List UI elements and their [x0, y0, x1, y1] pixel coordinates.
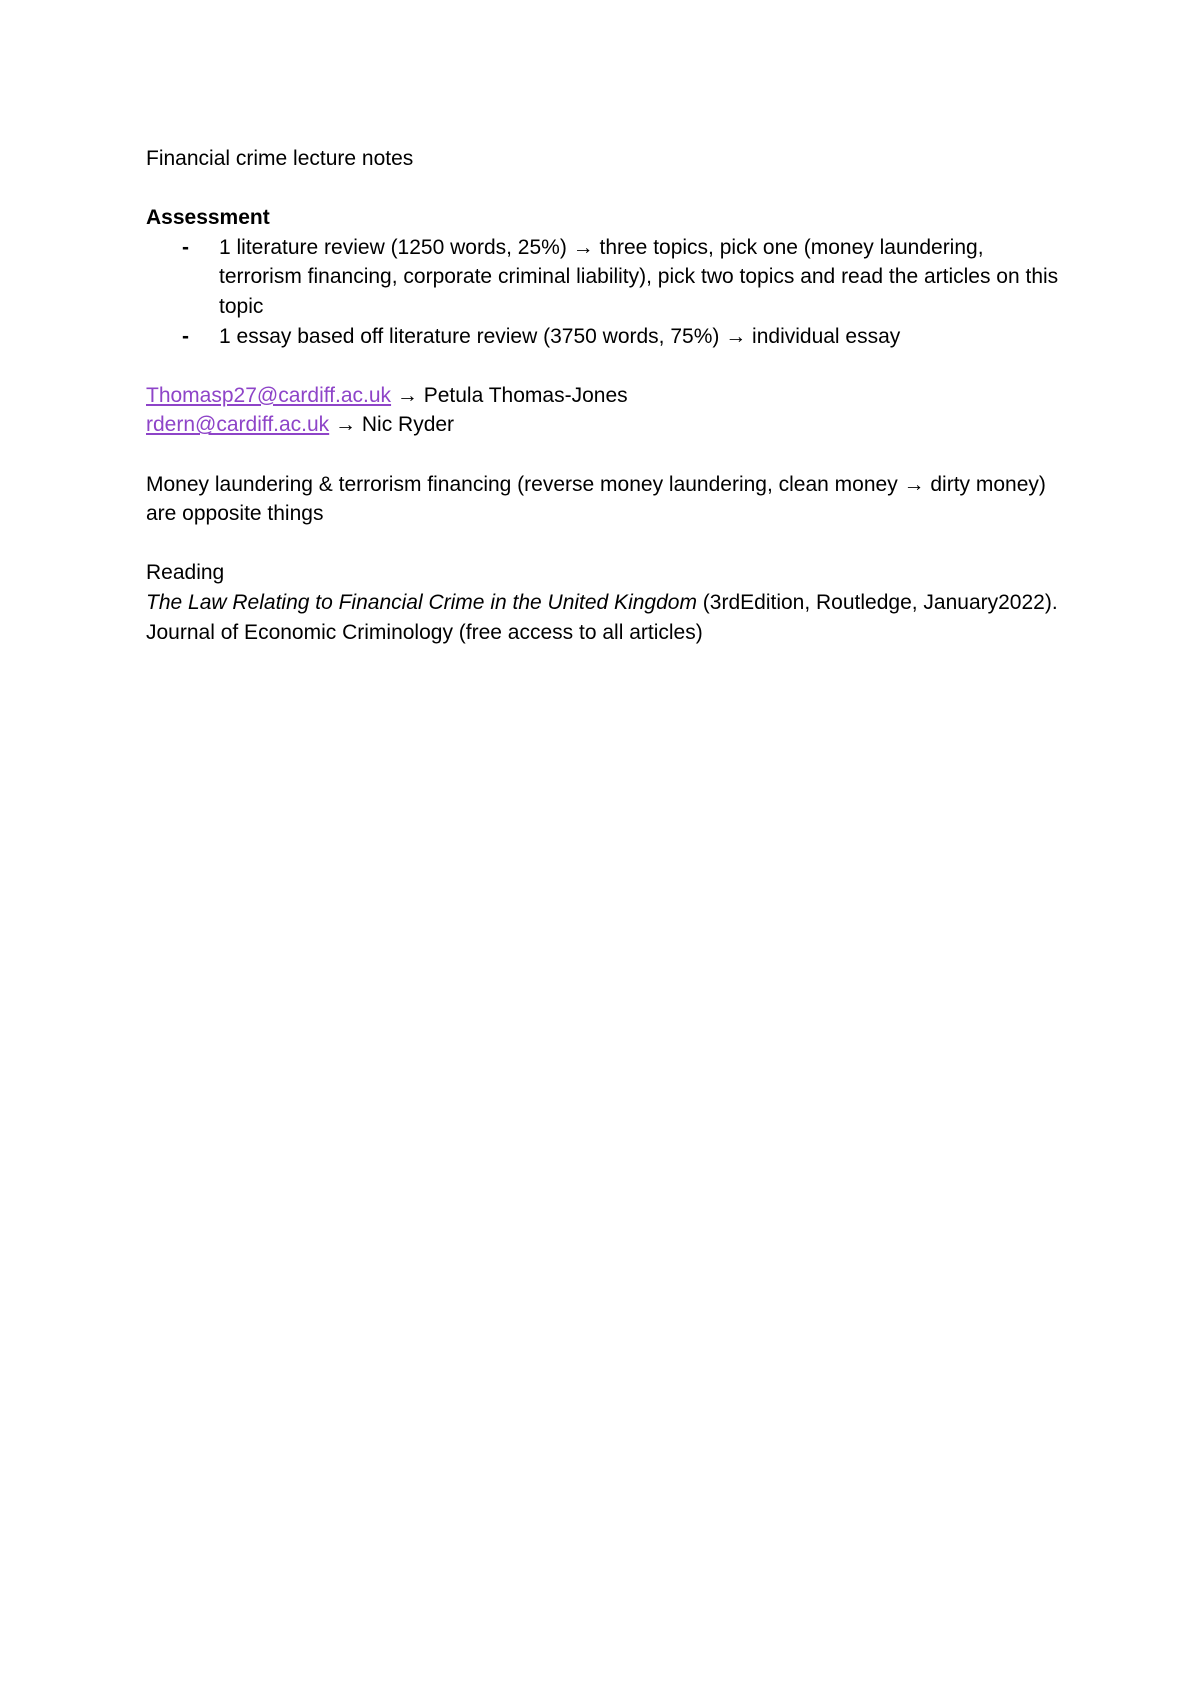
reading-book-reference — [146, 588, 1066, 618]
arrow: → — [329, 413, 362, 437]
assessment-item-text: 1 essay based off literature review (3750 words, 75%) → individual essay — [219, 324, 901, 348]
assessment-item — [146, 233, 1066, 322]
spacer — [146, 174, 1066, 204]
email-link[interactable]: Thomasp27@cardiff.ac.uk — [146, 383, 392, 407]
bullet-marker: - — [182, 324, 189, 348]
reading-heading: Reading — [146, 561, 225, 585]
bullet-marker: - — [182, 235, 189, 259]
arrow: → — [391, 383, 424, 407]
reading-journal: Journal of Economic Criminology (free access to all articles) — [146, 620, 703, 644]
contact-line — [146, 410, 1066, 440]
book-details: (3rdEdition, Routledge, January2022). — [696, 590, 1058, 614]
contact-name: Nic Ryder — [361, 413, 455, 437]
assessment-list — [146, 233, 1066, 351]
contact-line — [146, 381, 1066, 411]
spacer — [146, 440, 1066, 470]
contact-name: Petula Thomas-Jones — [423, 383, 628, 407]
note-paragraph: Money laundering & terrorism financing (reverse money laundering, clean money → dirty money) are opposite things — [146, 472, 1046, 526]
document-body — [146, 144, 1066, 647]
document-title: Financial crime lecture notes — [146, 147, 414, 170]
assessment-heading: Assessment — [146, 206, 270, 230]
book-title: The Law Relating to Financial Crime in the United Kingdom — [146, 590, 697, 614]
assessment-item — [146, 322, 1066, 352]
assessment-item-text: 1 literature review (1250 words, 25%) → three topics, pick one (money laundering, terrorism financing, corporate criminal liability), pick two topics and read the articles on this topic — [219, 235, 1059, 318]
spacer — [146, 351, 1066, 381]
spacer — [146, 529, 1066, 559]
email-link[interactable]: rdern@cardiff.ac.uk — [146, 413, 330, 437]
